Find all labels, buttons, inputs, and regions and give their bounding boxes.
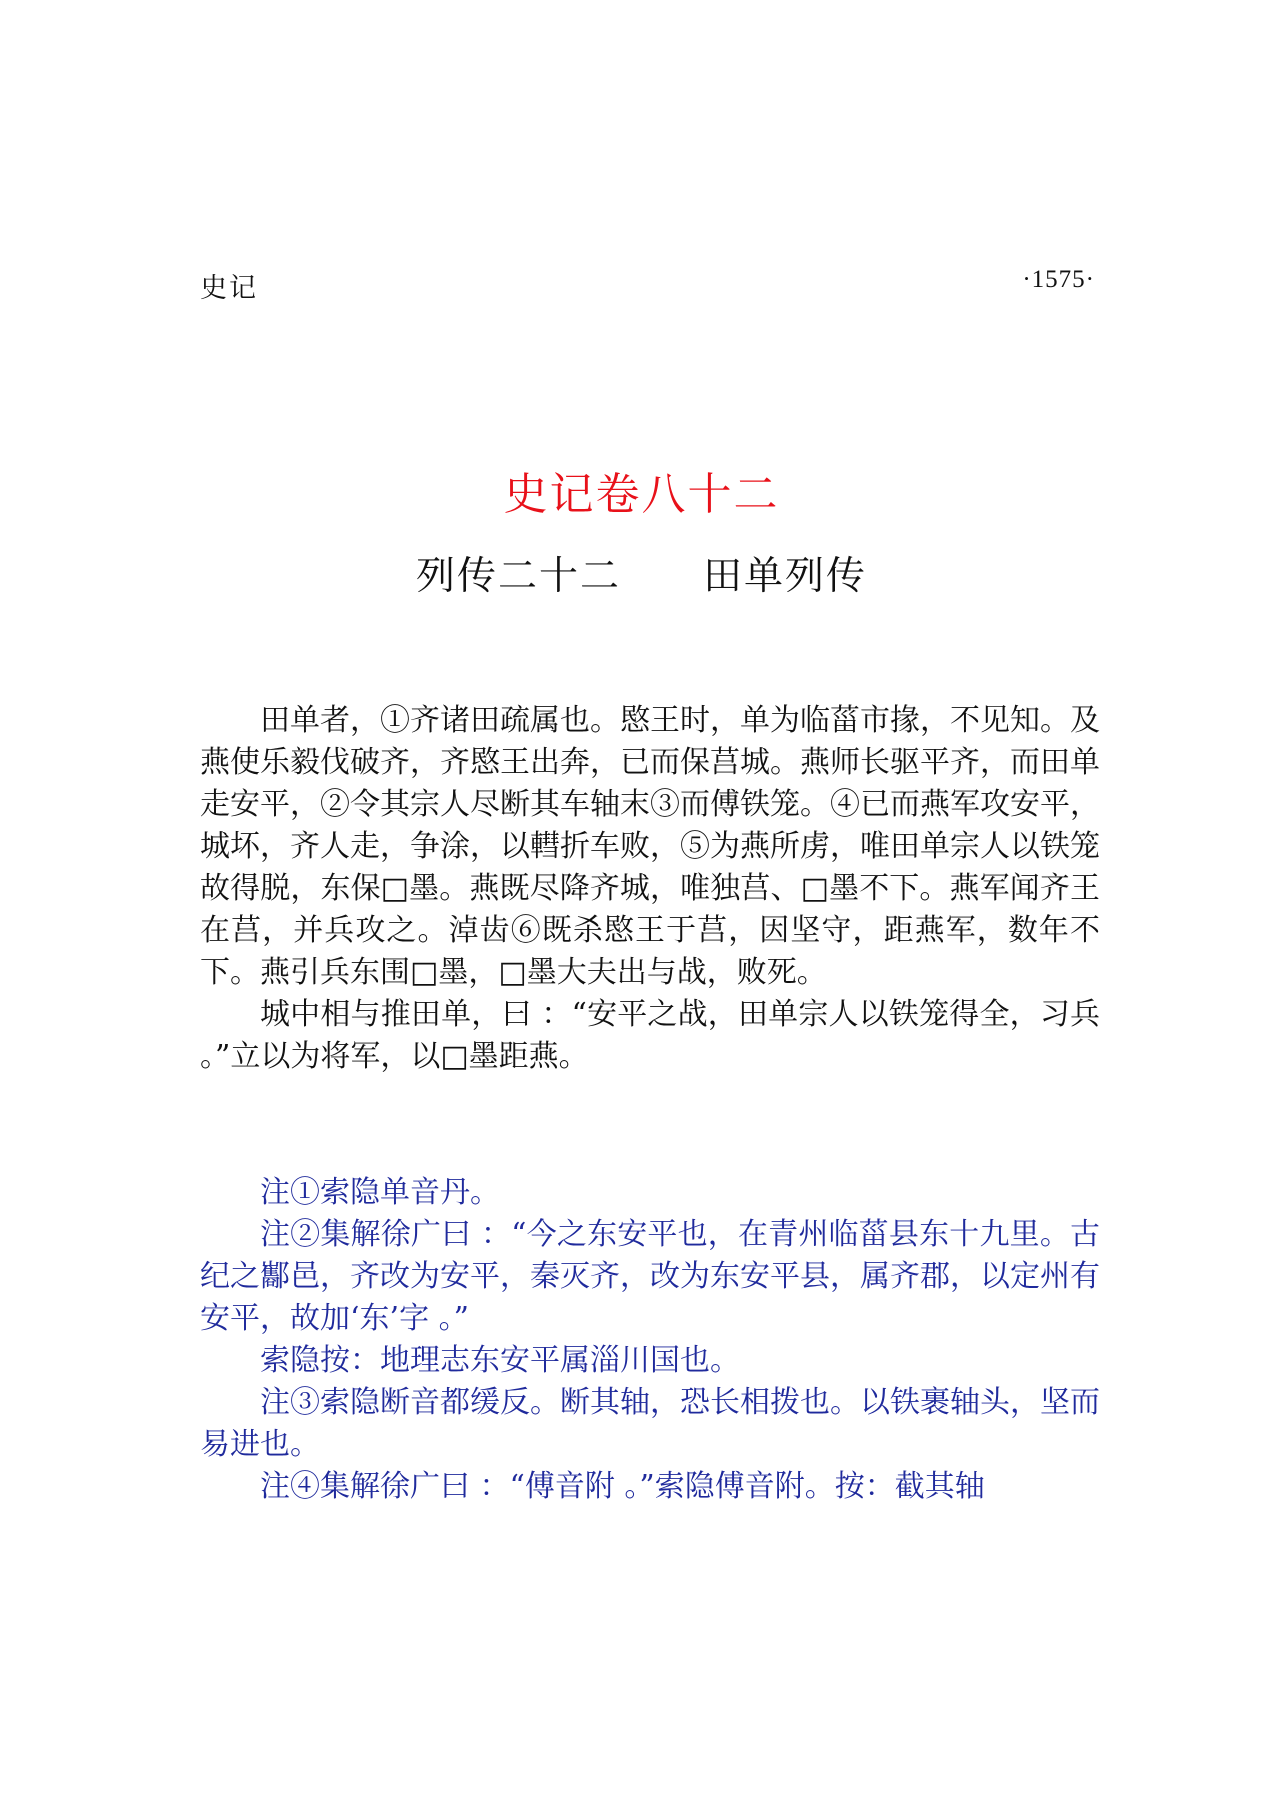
book-title: 史记 — [200, 273, 258, 304]
chapter-title: 列传二十二 田单列传 — [415, 554, 867, 599]
annotations — [200, 1172, 1100, 1508]
note-paragraph: 索隐按：地理志东安平属淄川国也。 — [260, 1343, 740, 1378]
note-paragraph: 注④集解徐广曰 ：“傅音附 。”索隐傅音附。按：截其轴 — [260, 1469, 985, 1504]
body-paragraph: 田单者，①齐诸田疏属也。愍王时，单为临菑市掾，不见知。及燕使乐毅伐破齐，齐愍王出奔，已而保莒城。燕师长驱平齐，而田单走安平，②令其宗人尽断其车轴末③而傅铁笼。④已而燕军攻安平，城坏，齐人走，争涂，以轊折车败，⑤为燕所虏，唯田单宗人以铁笼故得脱，东保□墨。燕既尽降齐城，唯独莒、□墨不下。燕军闻齐王在莒，并兵攻之。淖齿⑥既杀愍王于莒，因坚守，距燕军，数年不下。燕引兵东围□墨，□墨大夫出与战，败死。 — [200, 703, 1100, 990]
volume-title: 史记卷八十二 — [503, 469, 780, 520]
running-header — [200, 266, 1095, 306]
body-paragraph: 城中相与推田单，曰 ：“安平之战，田单宗人以铁笼得全，习兵 。”立以为将军，以□墨距燕。 — [200, 997, 1100, 1074]
main-text — [200, 700, 1100, 1078]
note-paragraph: 注①索隐单音丹。 — [260, 1175, 500, 1210]
note-paragraph: 注②集解徐广曰 ：“今之东安平也，在青州临菑县东十九里。古纪之酅邑，齐改为安平，秦灭齐，改为东安平县，属齐郡，以定州有安平，故加‘东’字 。” — [200, 1217, 1100, 1336]
page-number: ·1575· — [1022, 266, 1095, 293]
note-paragraph: 注③索隐断音都缓反。断其轴，恐长相拨也。以铁裹轴头，坚而易进也。 — [200, 1385, 1100, 1462]
